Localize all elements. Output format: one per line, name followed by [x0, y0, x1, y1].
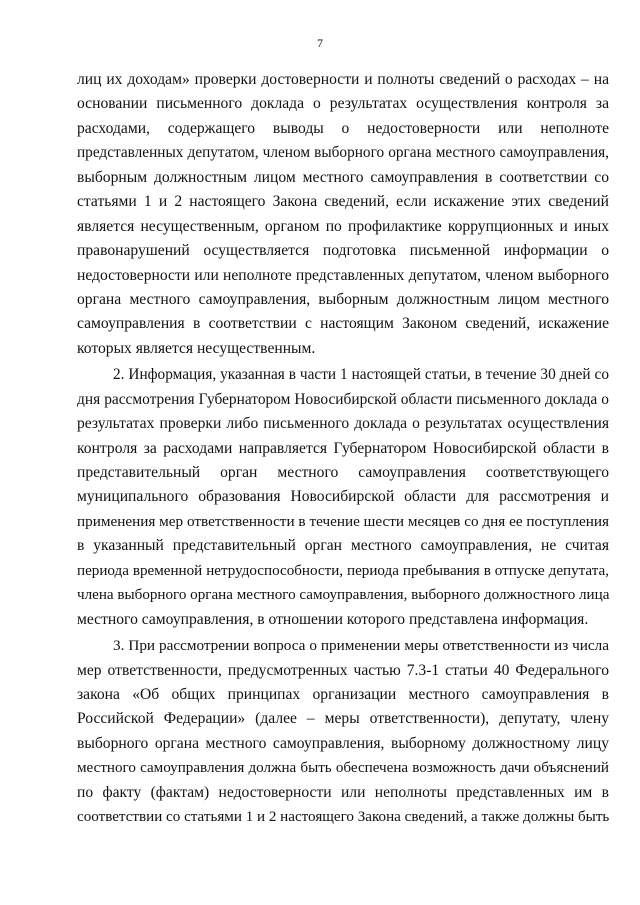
- text-line: является несущественным, органом по профилактике коррупционных и иных: [77, 217, 609, 235]
- paragraph-2: [77, 363, 609, 632]
- text-line: расходами, содержащего выводы о недостоверности или неполноте: [77, 119, 609, 137]
- page-number: 7: [317, 36, 323, 50]
- text-line: выборным должностным лицом местного самоуправления в соответствии со: [77, 168, 609, 186]
- text-line: представленных депутатом, членом выборного органа местного самоуправления,: [77, 144, 609, 162]
- text-line: самоуправления в соответствии с настоящим Законом сведений, искажение: [77, 315, 609, 333]
- text-line: в указанный представительный орган местного самоуправления, не считая: [77, 537, 609, 555]
- text-line: муниципального образования Новосибирской области для рассмотрения и: [77, 488, 609, 506]
- text-line: применения мер ответственности в течение шести месяцев со дня ее поступления: [77, 512, 609, 530]
- text-line: соответствии со статьями 1 и 2 настоящего Закона сведений, а также должны быть: [77, 809, 610, 826]
- text-line: представительный орган местного самоуправления соответствующего: [77, 464, 609, 481]
- text-line: лиц их доходам» проверки достоверности и полноты сведений о расходах – на: [77, 71, 609, 88]
- text-line: местного самоуправления, в отношении которого представлена информация.: [77, 610, 589, 628]
- paragraph-1: [77, 68, 609, 361]
- text-line: члена выборного органа местного самоуправления, выборного должностного лица: [77, 587, 610, 604]
- text-line: периода временной нетрудоспособности, периода пребывания в отпуске депутата,: [77, 562, 609, 579]
- text-line: местного самоуправления должна быть обеспечена возможность дачи объяснений: [77, 760, 609, 777]
- text-line: основании письменного доклада о результатах осуществления контроля за: [77, 95, 609, 113]
- text-line: результатах проверки либо письменного доклада о результатах осуществления: [77, 415, 609, 433]
- text-line: органа местного самоуправления, выборным должностным лицом местного: [77, 290, 609, 308]
- text-line: 2. Информация, указанная в части 1 настоящей статьи, в течение 30 дней со: [113, 366, 609, 384]
- text-line: дня рассмотрения Губернатором Новосибирской области письменного доклада о: [77, 390, 609, 408]
- text-line: правонарушений осуществляется подготовка письменной информации о: [77, 242, 609, 260]
- text-line: по факту (фактам) недостоверности или неполноты представленных им в: [77, 783, 609, 801]
- paragraph-3: [77, 634, 609, 830]
- text-line: Российской Федерации» (далее – меры ответственности), депутату, члену: [77, 710, 609, 728]
- text-line: статьями 1 и 2 настоящего Закона сведений, если искажение этих сведений: [77, 193, 609, 211]
- text-line: недостоверности или неполноте представленных депутатом, членом выборного: [77, 266, 609, 284]
- text-line: 3. При рассмотрении вопроса о применении меры ответственности из числа: [113, 637, 609, 655]
- text-line: мер ответственности, предусмотренных частью 7.3-1 статьи 40 Федерального: [77, 661, 609, 679]
- document-body: [77, 68, 609, 830]
- text-line: закона «Об общих принципах организации местного самоуправления в: [77, 685, 609, 703]
- text-line: выборного органа местного самоуправления, выборному должностному лицу: [77, 734, 609, 752]
- text-line: которых является несущественным.: [77, 339, 316, 357]
- text-line: контроля за расходами направляется Губернатором Новосибирской области в: [77, 439, 609, 457]
